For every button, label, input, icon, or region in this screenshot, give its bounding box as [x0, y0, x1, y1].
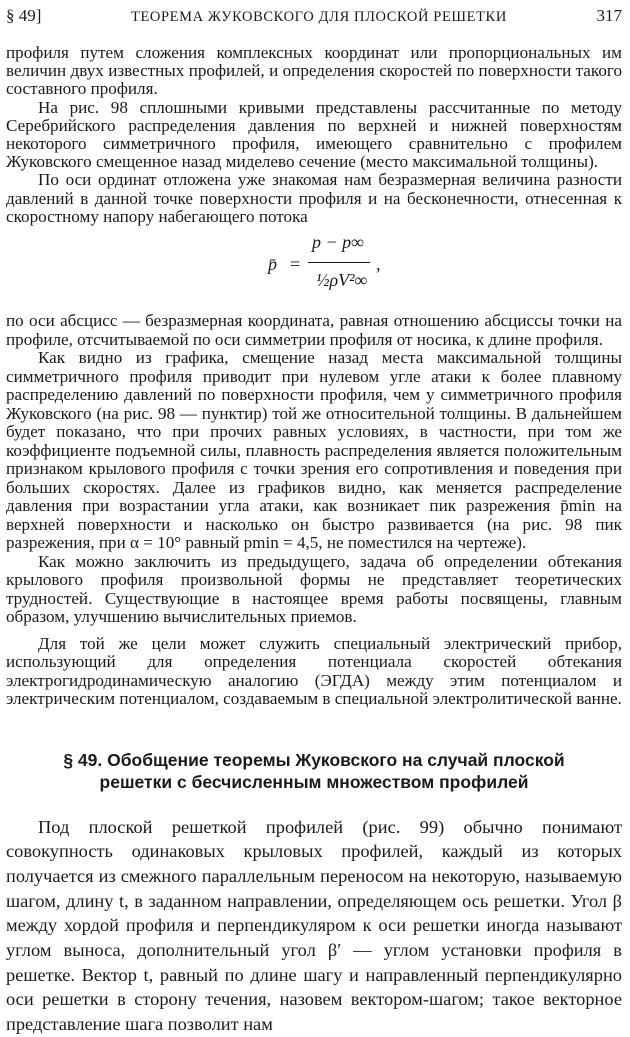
- paragraph-group: [6, 312, 622, 709]
- section-heading-line: § 49. Обобщение теоремы Жуковского на случай плоской: [63, 749, 565, 770]
- page-number: 317: [596, 6, 622, 25]
- fraction-bar: [308, 262, 370, 263]
- formula-numerator: p − p∞: [312, 232, 364, 253]
- paragraph: На рис. 98 сплошными кривыми представлены рассчитанные по методу Серебрийского распределения давления по верхней и нижней поверхностям некоторого симметричного профиля, имеющего сравнительно с профилем Жуковского смещенное назад миделево сечение (место максимальной толщины).: [6, 97, 622, 172]
- section-heading-line: решетки с бесчисленным множеством профилей: [99, 771, 529, 792]
- running-section: § 49]: [6, 6, 42, 25]
- formula-lhs: p̄: [268, 254, 277, 275]
- paragraph: Под плоской решеткой профилей (рис. 99) обычно понимают совокупность одинаковых крыловых профилей, каждый из которых получается из смежного параллельным переносом на некоторую, называемую шагом, длину t, в заданном направлении, определяющем ось решетки. Угол β между хордой профиля и перпендикуляром к оси решетки иногда называют углом выноса, дополнительный угол β′ — углом установки профиля в решетке. Вектор t, равный по длине шагу и направленный перпендикулярно оси решетки в сторону течения, назовем вектором-шагом; такое векторное представление шага позволит нам: [6, 816, 622, 1035]
- paragraph: Как видно из графика, смещение назад места максимальной толщины симметричного профиля приводит при нулевом угле атаки к более плавному распределению давлений по поверхности профиля, чем у симметричного профиля Жуковского (на рис. 98 — пунктир) той же относительной толщины. В дальнейшем будет показано, что при прочих равных условиях, в частности, при том же коэффициенте подъемной силы, плавность распределения является положительным признаком крылового профиля с точки зрения его сопротивления и поведения при больших скоростях. Далее из графиков видно, как меняется распределение давления при возрастании угла атаки, как возникает пик разрежения p̄min на верхней поверхности и насколько он быстро развивается (на рис. 98 пик разрежения, при α = 10° равный pmin = 4,5, не поместился на чертеже).: [6, 348, 622, 553]
- paragraph: По оси ординат отложена уже знакомая нам безразмерная величина разности давлений в данной точке поверхности профиля и на бесконечности, отнесенная к скоростному напору набегающего потока: [6, 170, 622, 226]
- formula-denominator: ½ρV²∞: [316, 270, 368, 291]
- paragraph: профиля путем сложения комплексных координат или пропорциональных им величин двух известных профилей, и определения скоростей по поверхности такого составного профиля.: [6, 43, 622, 99]
- section-heading: [6, 749, 622, 793]
- section-body: [6, 815, 622, 1037]
- pressure-coefficient-formula: [6, 226, 622, 312]
- page-header: [6, 6, 622, 30]
- running-title: ТЕОРЕМА ЖУКОВСКОГО ДЛЯ ПЛОСКОЙ РЕШЕТКИ: [131, 9, 507, 25]
- paragraph: по оси абсцисс — безразмерная координата, равная отношению абсциссы точки на профиле, отсчитываемой по оси симметрии профиля от носика, к длине профиля.: [6, 311, 622, 349]
- formula-equals: =: [290, 254, 301, 275]
- paragraph: Как можно заключить из предыдущего, задача об определении обтекания крылового профиля произвольной формы не представляет теоретических трудностей. Существующие в настоящее время работы посвящены, главным образом, улучшению вычислительных приемов.: [6, 551, 622, 627]
- page-body: [6, 44, 622, 1037]
- formula-comma: ,: [376, 254, 381, 275]
- paragraph: Для той же цели может служить специальный электрический прибор, использующий для определения потенциала скоростей обтекания электрогидродинамическую аналогию (ЭГДА) между этим потенциалом и электрическим потенциалом, создаваемым в специальной электролитической ванне.: [6, 633, 622, 709]
